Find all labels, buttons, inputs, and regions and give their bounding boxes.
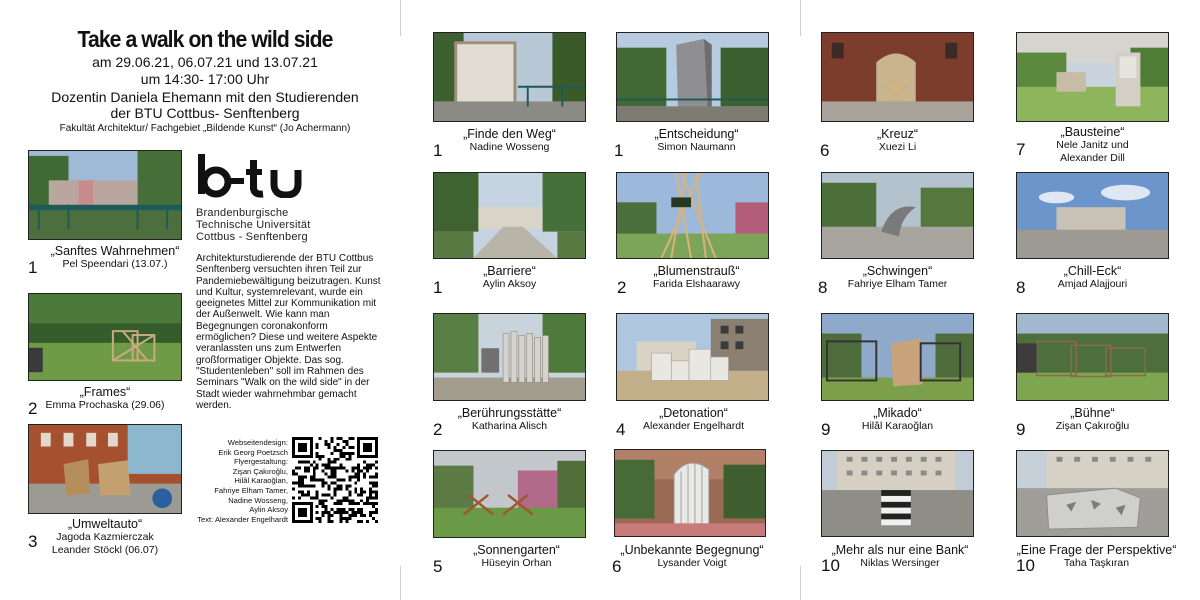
work-number: 1 (614, 141, 624, 160)
work-caption (1016, 126, 1169, 164)
work-caption (612, 544, 772, 569)
credit-line: Aylin Aksoy (249, 505, 288, 515)
credit-line: Zişan Çakıroğlu, (232, 466, 288, 476)
work-author: Pel Speendari (13.07.) (62, 258, 168, 270)
faculty-line: Fakultät Architektur/ Fachgebiet „Bildende Kunst“ (Jo Achermann) (59, 123, 351, 134)
work-title: „Schwingen“ (862, 264, 933, 278)
fold-line-right-bottom (800, 566, 801, 600)
work-number: 1 (28, 258, 38, 277)
photo-buehne (1016, 313, 1169, 401)
work-title: „Detonation“ (659, 406, 728, 420)
work-title: „Bühne“ (1070, 406, 1115, 420)
work-author: Taha Taşkıran (1063, 557, 1130, 569)
work-author: Nadine Wosseng (469, 141, 550, 153)
event-dates: am 29.06.21, 06.07.21 und 13.07.21 (92, 54, 318, 70)
work-caption (821, 407, 974, 432)
photo-entscheidung (616, 32, 769, 122)
work-author: Aylin Aksoy (482, 278, 537, 290)
work-caption (30, 386, 180, 411)
work-caption (433, 265, 586, 290)
photo-detonation (616, 313, 769, 401)
btu-logo (196, 152, 386, 243)
photo-finde-den-weg (433, 32, 586, 122)
work-title: „Eine Frage der Perspektive“ (1016, 543, 1177, 557)
work-title: „Blumenstrauß“ (653, 264, 740, 278)
work-author: Alexander Dill (1060, 152, 1125, 164)
work-caption (821, 265, 974, 290)
work-title: „Sanftes Wahrnehmen“ (50, 244, 180, 258)
work-caption (821, 128, 974, 153)
credit-line: Erik Georg Poetzsch (218, 447, 288, 457)
credit-line: Nadine Wosseng, (228, 495, 288, 505)
work-caption (1016, 407, 1169, 432)
logo-line-2: Technische Universität (196, 219, 311, 231)
work-number: 8 (1016, 278, 1026, 297)
work-title: „Mehr als nur eine Bank“ (831, 543, 969, 557)
work-author: Amjad Alajjouri (1057, 278, 1128, 290)
work-number: 10 (1016, 556, 1035, 575)
work-title: „Umweltauto“ (67, 517, 143, 531)
work-author: Hilâl Karaoğlan (861, 420, 934, 432)
photo-chill-eck (1016, 172, 1169, 259)
work-caption (30, 518, 180, 556)
work-author: Fahriye Elham Tamer (847, 278, 948, 290)
flyer-title: Take a walk on the wild side (77, 26, 333, 52)
event-time: um 14:30- 17:00 Uhr (140, 71, 270, 87)
logo-line-1: Brandenburgische (196, 207, 289, 219)
work-author: Katharina Alisch (471, 420, 548, 432)
work-author: Xuezi Li (878, 141, 917, 153)
work-author: Leander Stöckl (06.07) (51, 544, 159, 556)
photo-schwingen (821, 172, 974, 259)
work-caption (620, 265, 773, 290)
work-author: Jagoda Kazmierczak (56, 531, 154, 543)
photo-umweltauto (28, 424, 182, 514)
work-title: „Mikado“ (873, 406, 922, 420)
credit-line: Flyergestaltung: (233, 457, 288, 467)
credit-line: Webseitendesign: (227, 438, 288, 447)
photo-barriere (433, 172, 586, 259)
work-caption (1016, 265, 1169, 290)
work-caption (433, 128, 586, 153)
credit-line: Text: Alexander Engelhardt (197, 514, 288, 524)
logo-line-3: Cottbus - Senftenberg (196, 231, 308, 243)
work-author: Alexander Engelhardt (643, 420, 744, 432)
work-title: „Frames“ (79, 385, 131, 399)
work-number: 6 (612, 557, 622, 576)
work-author: Emma Prochaska (29.06) (45, 399, 165, 411)
btu-wordmark (196, 152, 316, 198)
work-author: Zişan Çakıroğlu (1055, 420, 1130, 432)
work-title: „Barriere“ (483, 264, 536, 278)
credits (196, 438, 288, 524)
work-title: „Entscheidung“ (654, 127, 739, 141)
work-number: 9 (821, 420, 831, 439)
work-number: 5 (433, 557, 443, 576)
work-author: Nele Janitz und (1056, 139, 1129, 151)
description-text: Architekturstudierende der BTU Cottbus Senftenberg versuchten ihren Teil zur Pandemiebewältigung beizutragen. Kunst und Kultur, systemrelevant, wurde ein geeignetes Mittel zur Kommunikation mit der Außenwelt. Wie kann man Begegnungen coronakonform ermöglichen? Diese und weitere Aspekte veranlassten uns zum Entwerfen großformatiger Objekte. Das sog. "Studentenleben" soll im Rahmen des Seminars "Walk on the wild side" in der Stadt wieder wahrnehmbar gemacht werden. (196, 253, 381, 411)
photo-sonnengarten (433, 450, 586, 538)
work-number: 1 (433, 141, 443, 160)
work-author: Farida Elshaarawy (653, 278, 740, 290)
work-caption (433, 407, 586, 432)
work-title: „Sonnengarten“ (473, 543, 560, 557)
work-number: 3 (28, 532, 38, 551)
qr-code[interactable] (292, 437, 378, 523)
university-line: der BTU Cottbus- Senftenberg (110, 105, 300, 121)
work-title: „Unbekannte Begegnung“ (620, 543, 764, 557)
work-caption (617, 407, 770, 432)
work-title: „Berührungsstätte“ (457, 406, 562, 420)
work-author: Hüseyin Orhan (481, 557, 552, 569)
work-title: „Chill-Eck“ (1063, 264, 1122, 278)
work-number: 8 (818, 278, 828, 297)
photo-mikado (821, 313, 974, 401)
photo-blumenstrauss (616, 172, 769, 259)
work-author: Niklas Wersinger (860, 557, 940, 569)
work-number: 2 (433, 420, 443, 439)
work-number: 6 (820, 141, 830, 160)
photo-frames (28, 293, 182, 381)
photo-bausteine (1016, 32, 1169, 122)
work-caption (40, 245, 190, 270)
photo-unbekannte-begegnung (614, 449, 766, 537)
fold-line-left-bottom (400, 566, 401, 600)
lecturer-line: Dozentin Daniela Ehemann mit den Studierenden (51, 89, 359, 105)
work-number: 7 (1016, 140, 1026, 159)
work-number: 9 (1016, 420, 1026, 439)
work-number: 2 (28, 399, 38, 418)
work-author: Lysander Voigt (657, 557, 727, 569)
photo-sanftes-wahrnehmen (28, 150, 182, 240)
credit-line: Hilâl Karaoğlan, (234, 476, 288, 486)
work-title: „Finde den Weg“ (463, 127, 556, 141)
work-caption (440, 544, 593, 569)
photo-mehr-als-nur-eine-bank (821, 450, 974, 537)
work-title: „Bausteine“ (1060, 125, 1125, 139)
photo-eine-frage-der-perspektive (1016, 450, 1169, 537)
work-caption (1014, 544, 1179, 569)
work-caption (820, 544, 980, 569)
work-number: 1 (433, 278, 443, 297)
photo-beruehrungsstaette (433, 313, 586, 401)
fold-line-right (800, 0, 801, 36)
work-title: „Kreuz“ (877, 127, 918, 141)
work-number: 2 (617, 278, 627, 297)
work-author: Simon Naumann (657, 141, 736, 153)
fold-line-left (400, 0, 401, 36)
photo-kreuz (821, 32, 974, 122)
work-number: 4 (616, 420, 626, 439)
credit-line: Fahriye Elham Tamer, (214, 485, 288, 495)
work-number: 10 (821, 556, 840, 575)
work-caption (620, 128, 773, 153)
